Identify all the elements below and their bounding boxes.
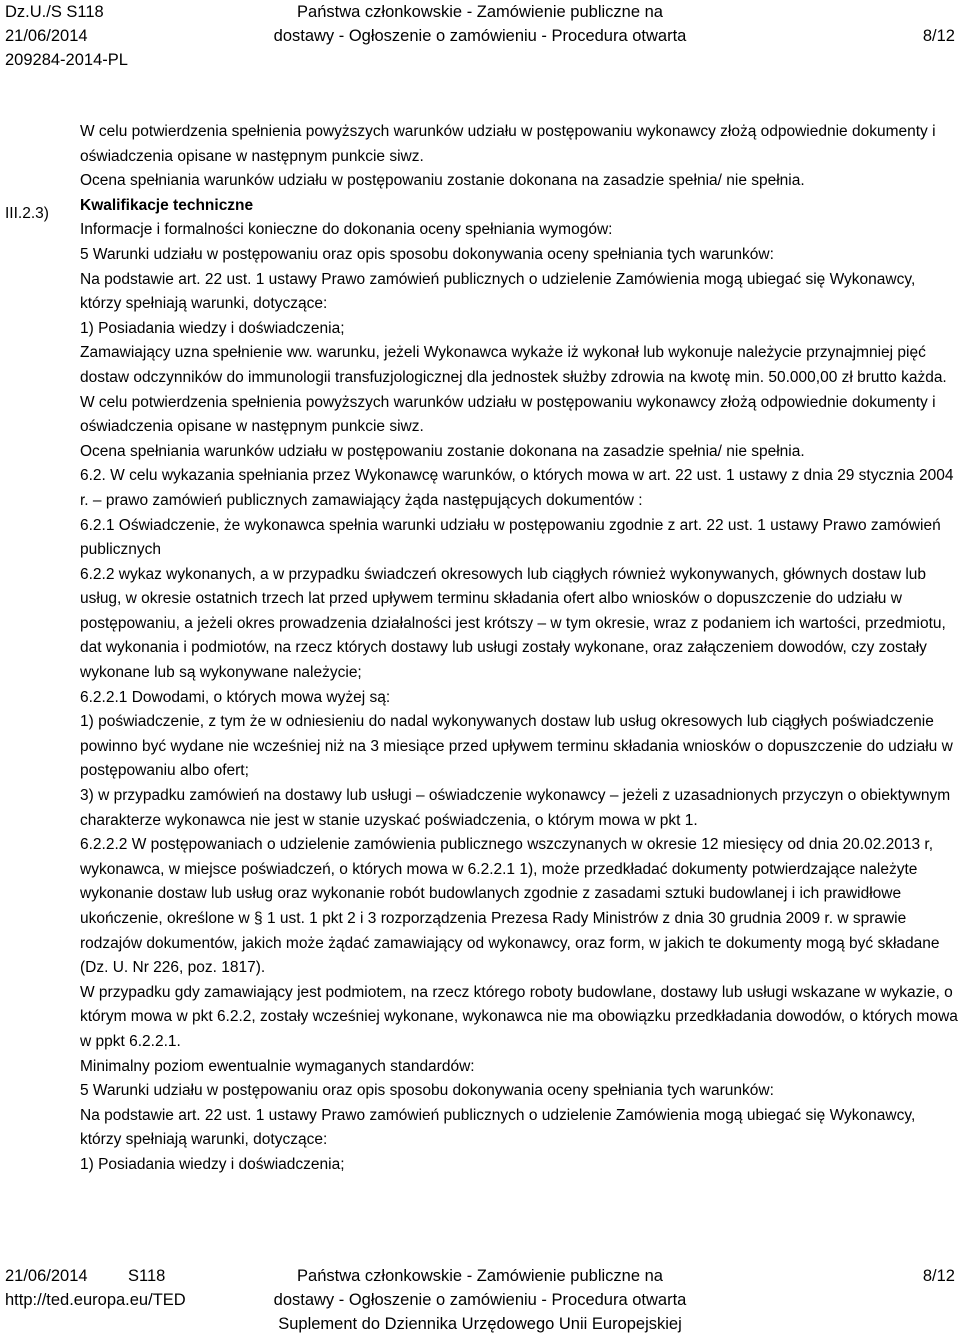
document-body (80, 120, 958, 1178)
body-paragraph: 6.2.2 wykaz wykonanych, a w przypadku świadczeń okresowych lub ciągłych również wykonywanych, głównych dostaw lub usług, w okresie ostatnich trzech lat przed upływem terminu składania ofert albo wniosków o dopuszczenie do udziału w postępowaniu, a jeżeli okres prowadzenia działalności jest krótszy – w tym okresie, wraz z podaniem ich wartości, przedmiotu, dat wykonania i podmiotów, na rzecz których dostawy lub usługi zostały wykonane, oraz załączeniem dowodów, czy zostały wykonane lub są wykonywane należycie; (80, 565, 946, 682)
page-header (0, 0, 960, 70)
body-paragraph: 6.2.2.1 Dowodami, o których mowa wyżej są: (80, 688, 391, 706)
body-paragraph: Na podstawie art. 22 ust. 1 ustawy Prawo zamówień publicznych o udzielenie Zamówienia mogą ubiegać się Wykonawcy, którzy spełniają warunki, dotyczące: (80, 1106, 916, 1149)
header-title-line2: dostawy - Ogłoszenie o zamówieniu - Procedura otwarta (273, 27, 687, 45)
header-center (0, 0, 960, 48)
body-paragraph: 1) Posiadania wiedzy i doświadczenia; (80, 319, 345, 337)
body-paragraph: Ocena spełniania warunków udziału w postępowaniu zostanie dokonana na zasadzie spełnia/ nie spełnia. (80, 442, 805, 460)
body-paragraph: 5 Warunki udziału w postępowaniu oraz opis sposobu dokonywania oceny spełniania tych warunków: (80, 245, 774, 263)
body-paragraph: 1) Posiadania wiedzy i doświadczenia; (80, 1155, 345, 1173)
intro-paragraph: Ocena spełniania warunków udziału w postępowaniu zostanie dokonana na zasadzie spełnia/ nie spełnia. (80, 172, 805, 190)
footer-url-link[interactable]: http://ted.europa.eu/TED (5, 1291, 186, 1309)
footer-date: 21/06/2014 (5, 1267, 88, 1285)
body-paragraph: 6.2.1 Oświadczenie, że wykonawca spełnia warunki udziału w postępowaniu zgodnie z art. 22 ust. 1 ustawy Prawo zamówień publicznych (80, 516, 941, 559)
section-title: Kwalifikacje techniczne (80, 196, 254, 214)
header-title-line1: Państwa członkowskie - Zamówienie publiczne na (297, 3, 663, 21)
footer-title-line2: dostawy - Ogłoszenie o zamówieniu - Procedura otwarta (273, 1291, 687, 1309)
footer-page-number: 8/12 (922, 1267, 955, 1285)
footer-center (0, 1264, 960, 1336)
body-paragraph: W celu potwierdzenia spełnienia powyższych warunków udziału w postępowaniu wykonawcy złożą odpowiednie dokumenty i oświadczenia opisane w następnym punkcie siwz. (80, 393, 936, 436)
header-journal-ref: Dz.U./S S118 (5, 3, 104, 21)
body-paragraph: Zamawiający uzna spełnienie ww. warunku, jeżeli Wykonawca wykaże iż wykonał lub wykonuje należycie przynajmniej pięć dostaw odczynników do immunologii transfuzjologicznej dla jednostek służby zdrowia na kwotę min. 50.000,00 zł brutto każda. (80, 344, 947, 386)
page-footer (0, 1264, 960, 1334)
header-page-number: 8/12 (922, 27, 955, 45)
body-paragraph: Informacje i formalności konieczne do dokonania oceny spełniania wymogów: (80, 221, 613, 239)
section-number: III.2.3) (5, 205, 49, 222)
body-paragraph: 5 Warunki udziału w postępowaniu oraz opis sposobu dokonywania oceny spełniania tych warunków: (80, 1082, 774, 1100)
body-paragraph: Na podstawie art. 22 ust. 1 ustawy Prawo zamówień publicznych o udzielenie Zamówienia mogą ubiegać się Wykonawcy, którzy spełniają warunki, dotyczące: (80, 270, 916, 313)
footer-title-line1: Państwa członkowskie - Zamówienie publiczne na (297, 1267, 663, 1285)
body-paragraph: 3) w przypadku zamówień na dostawy lub usługi – oświadczenie wykonawcy – jeżeli z uzasadnionych przyczyn o obiektywnym charakterze wykonawca nie jest w stanie uzyskać poświadczenia, o którym mowa w pkt 1. (80, 787, 951, 829)
header-notice-number: 209284-2014-PL (5, 51, 128, 69)
body-paragraph: W przypadku gdy zamawiający jest podmiotem, na rzecz którego roboty budowlane, dostawy lub usługi wskazane w wykazie, o którym mowa w pkt 6.2.2, zostały wcześniej wykonane, wykonawca nie ma obowiązku przedkładania dowodów, o których mowa w ppkt 6.2.2.1. (80, 983, 958, 1050)
body-paragraph: 6.2.2.2 W postępowaniach o udzielenie zamówienia publicznego wszczynanych w okresie 12 miesięcy od dnia 20.02.2013 r, wykonawca, w miejsce poświadczeń, o których mowa w 6.2.2.1 1), może przedkładać dokumenty potwierdzające należyte wykonanie dostaw lub usług oraz wykonanie robót budowlanych zgodnie z zasadami sztuki budowlanej i ich prawidłowe ukończenie, określone w § 1 ust. 1 pkt 2 i 3 rozporządzenia Prezesa Rady Ministrów z dnia 30 grudnia 2009 r. w sprawie rodzajów dokumentów, jakich może żądać zamawiający od wykonawcy, oraz form, w jakich te dokumenty mogą być składane (Dz. U. Nr 226, poz. 1817). (80, 836, 940, 977)
body-paragraph: 1) poświadczenie, z tym że w odniesieniu do nadal wykonywanych dostaw lub usług okresowych lub ciągłych poświadczenie powinno być wydane nie wcześniej niż na 3 miesiące przed upływem terminu składania wniosków o dopuszczenie do udziału w postępowaniu albo ofert; (80, 713, 953, 780)
footer-title-line3: Suplement do Dziennika Urzędowego Unii Europejskiej (278, 1315, 682, 1333)
body-paragraph: 6.2. W celu wykazania spełniania przez Wykonawcę warunków, o których mowa w art. 22 ust. 1 ustawy z dnia 29 stycznia 2004 r. – prawo zamówień publicznych zamawiający żąda następujących dokumentów : (80, 467, 954, 509)
intro-paragraph: W celu potwierdzenia spełnienia powyższych warunków udziału w postępowaniu wykonawcy złożą odpowiednie dokumenty i oświadczenia opisane w następnym punkcie siwz. (80, 123, 936, 165)
body-paragraph: Minimalny poziom ewentualnie wymaganych standardów: (80, 1057, 475, 1075)
footer-issue: S118 (128, 1267, 166, 1285)
header-date: 21/06/2014 (5, 27, 88, 45)
